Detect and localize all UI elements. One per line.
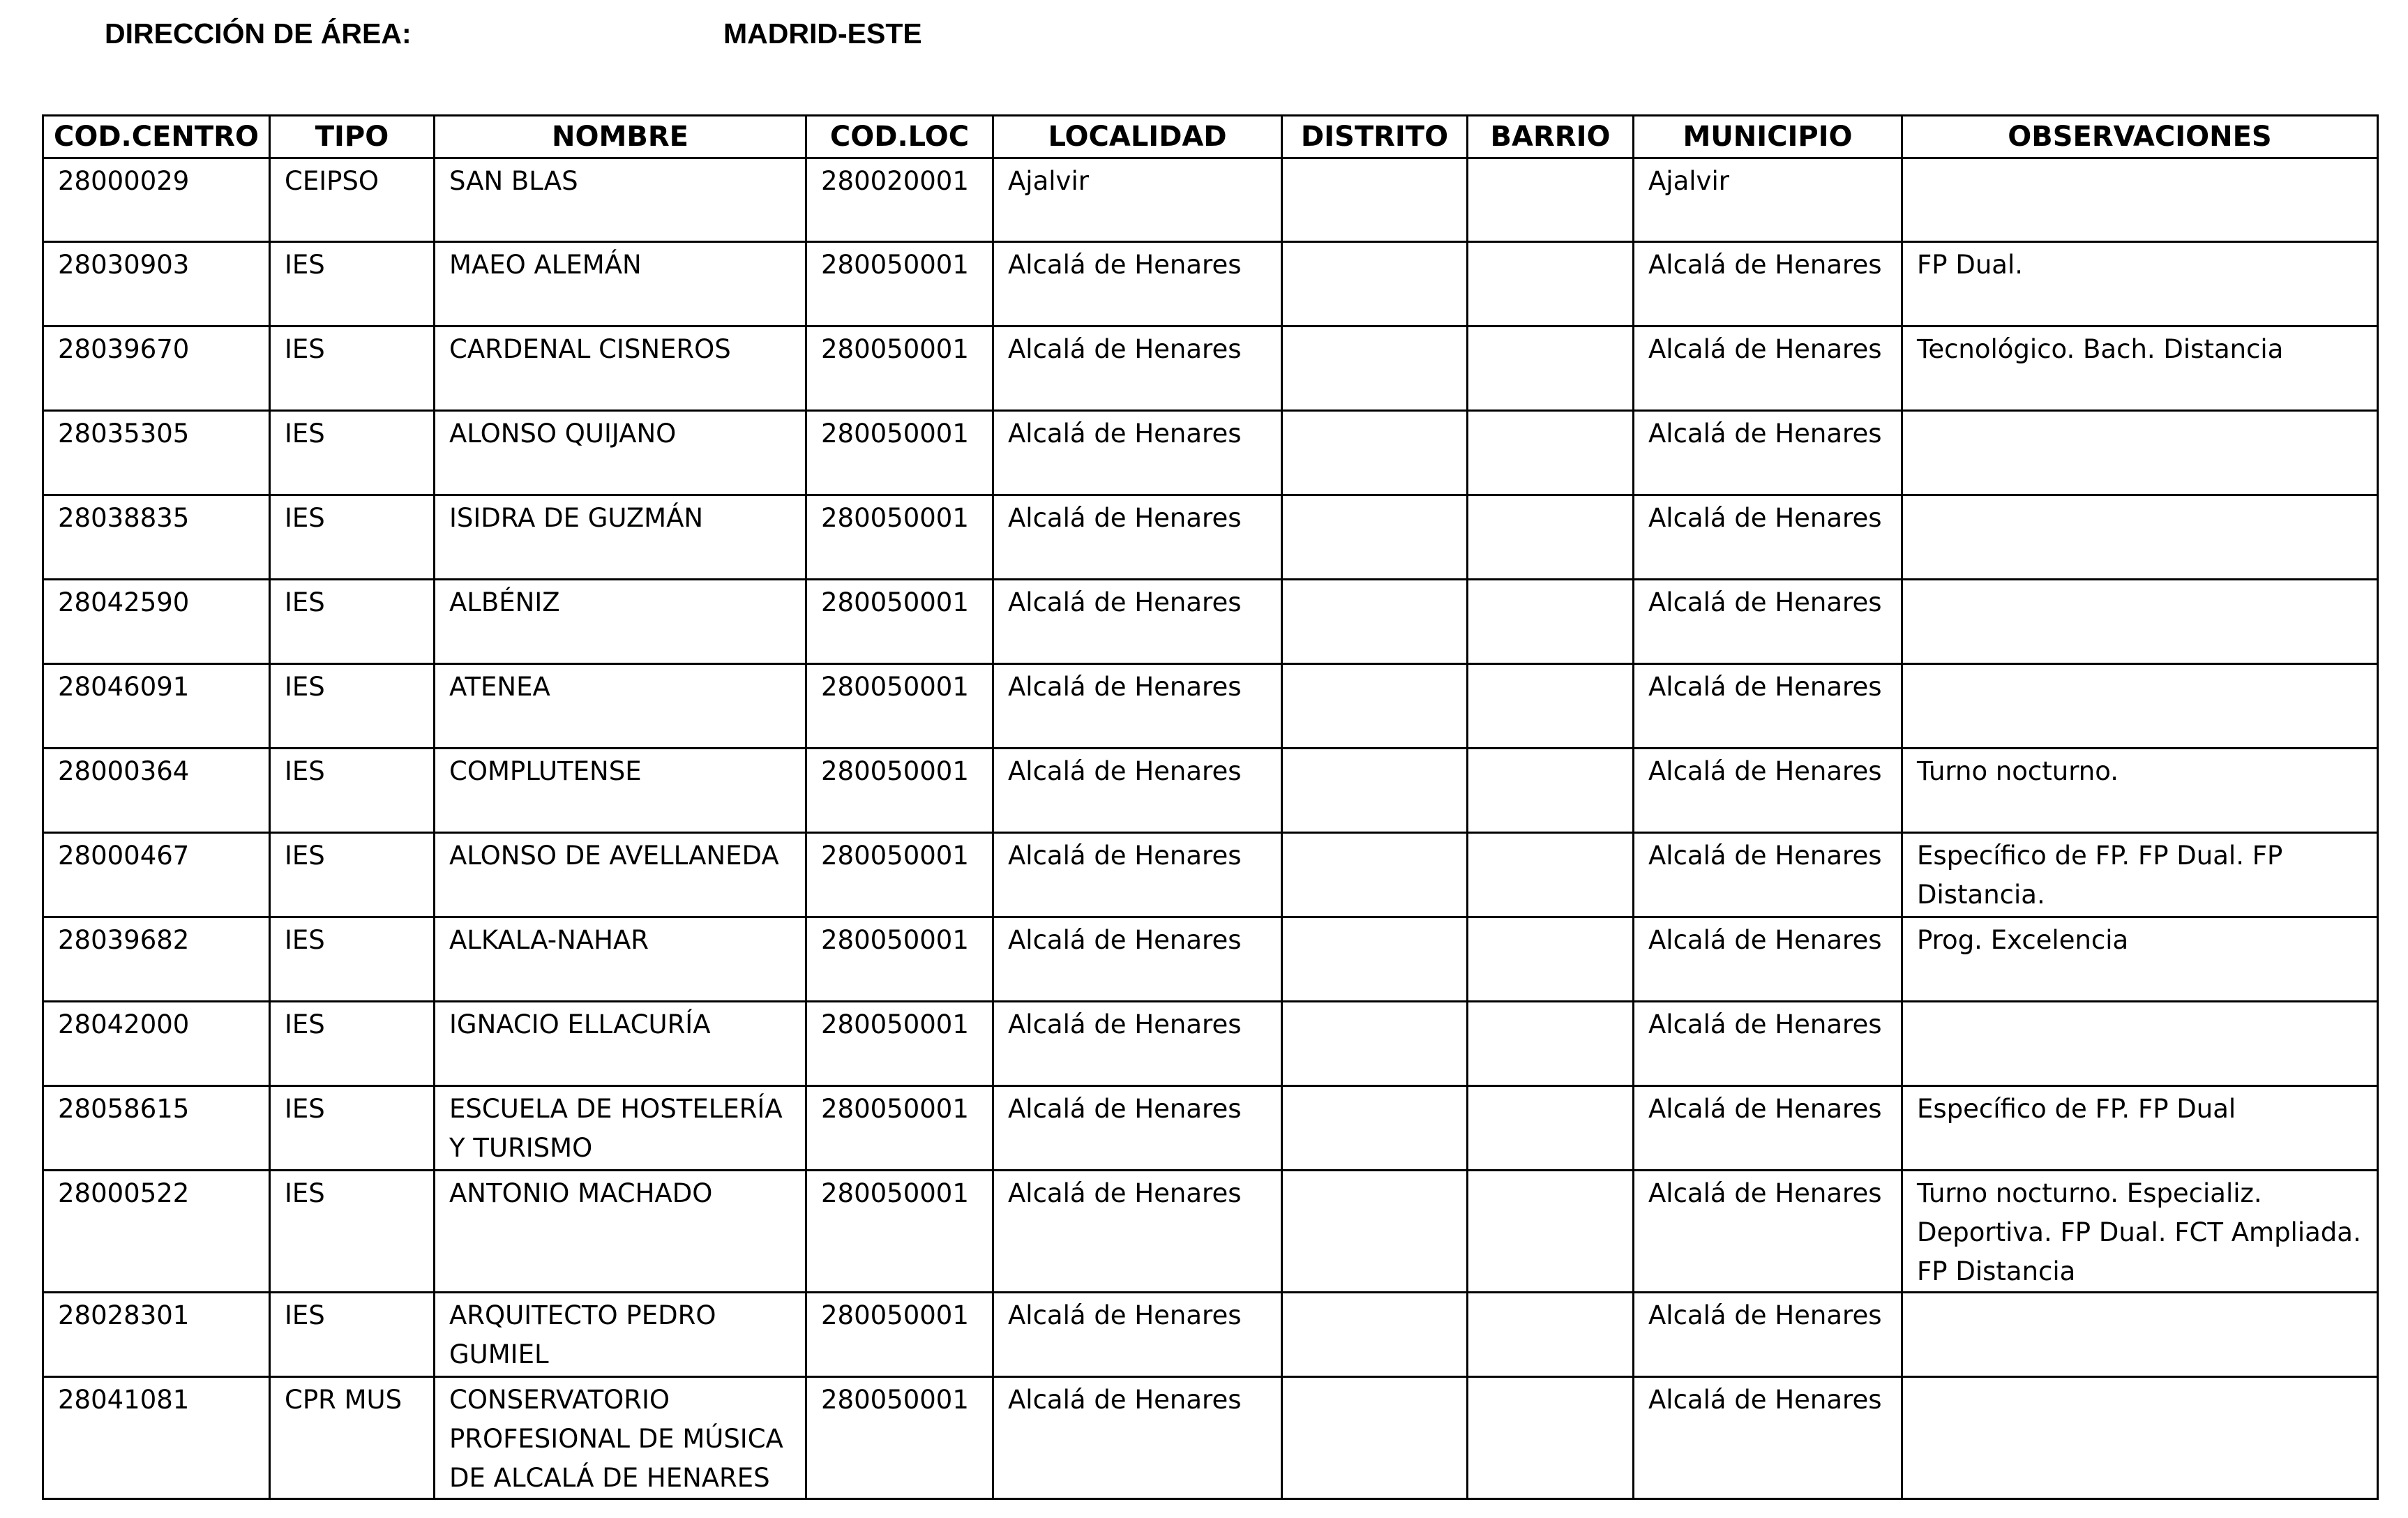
municipio-cell: Alcalá de Henares bbox=[1634, 495, 1902, 580]
col-header-distrito: DISTRITO bbox=[1282, 116, 1468, 158]
tipo-cell: IES bbox=[270, 411, 435, 495]
municipio-cell: Alcalá de Henares bbox=[1634, 1086, 1902, 1171]
cod-loc-cell: 280020001 bbox=[806, 158, 993, 242]
nombre-cell: ALKALA-NAHAR bbox=[435, 917, 806, 1002]
cod-centro-cell: 28058615 bbox=[43, 1086, 270, 1171]
localidad-cell: Alcalá de Henares bbox=[993, 917, 1282, 1002]
cod-loc-cell: 280050001 bbox=[806, 833, 993, 917]
barrio-cell bbox=[1468, 917, 1634, 1002]
observaciones-cell bbox=[1902, 158, 2378, 242]
distrito-cell bbox=[1282, 242, 1468, 326]
localidad-cell: Alcalá de Henares bbox=[993, 580, 1282, 664]
observaciones-cell bbox=[1902, 1002, 2378, 1086]
municipio-cell: Ajalvir bbox=[1634, 158, 1902, 242]
table-row bbox=[43, 1171, 2378, 1293]
localidad-cell: Alcalá de Henares bbox=[993, 1377, 1282, 1499]
localidad-cell: Alcalá de Henares bbox=[993, 326, 1282, 411]
cod-centro-cell: 28028301 bbox=[43, 1293, 270, 1377]
municipio-cell: Alcalá de Henares bbox=[1634, 411, 1902, 495]
table-row bbox=[43, 749, 2378, 833]
nombre-cell: ALBÉNIZ bbox=[435, 580, 806, 664]
cod-centro-cell: 28041081 bbox=[43, 1377, 270, 1499]
barrio-cell bbox=[1468, 158, 1634, 242]
municipio-cell: Alcalá de Henares bbox=[1634, 749, 1902, 833]
table-row bbox=[43, 1002, 2378, 1086]
table-row bbox=[43, 1086, 2378, 1171]
localidad-cell: Alcalá de Henares bbox=[993, 749, 1282, 833]
distrito-cell bbox=[1282, 411, 1468, 495]
localidad-cell: Alcalá de Henares bbox=[993, 411, 1282, 495]
municipio-cell: Alcalá de Henares bbox=[1634, 1171, 1902, 1293]
nombre-cell: COMPLUTENSE bbox=[435, 749, 806, 833]
cod-centro-cell: 28042000 bbox=[43, 1002, 270, 1086]
tipo-cell: IES bbox=[270, 1293, 435, 1377]
cod-loc-cell: 280050001 bbox=[806, 749, 993, 833]
municipio-cell: Alcalá de Henares bbox=[1634, 1377, 1902, 1499]
nombre-cell: ANTONIO MACHADO bbox=[435, 1171, 806, 1293]
col-header-localidad: LOCALIDAD bbox=[993, 116, 1282, 158]
table-row bbox=[43, 158, 2378, 242]
nombre-cell: MAEO ALEMÁN bbox=[435, 242, 806, 326]
cod-centro-cell: 28038835 bbox=[43, 495, 270, 580]
nombre-cell: CARDENAL CISNEROS bbox=[435, 326, 806, 411]
tipo-cell: IES bbox=[270, 1171, 435, 1293]
cod-loc-cell: 280050001 bbox=[806, 1377, 993, 1499]
cod-centro-cell: 28000364 bbox=[43, 749, 270, 833]
cod-loc-cell: 280050001 bbox=[806, 1171, 993, 1293]
cod-centro-cell: 28030903 bbox=[43, 242, 270, 326]
nombre-cell: ATENEA bbox=[435, 664, 806, 749]
table-row bbox=[43, 580, 2378, 664]
table-row bbox=[43, 1293, 2378, 1377]
tipo-cell: IES bbox=[270, 917, 435, 1002]
barrio-cell bbox=[1468, 326, 1634, 411]
localidad-cell: Alcalá de Henares bbox=[993, 664, 1282, 749]
observaciones-cell bbox=[1902, 664, 2378, 749]
municipio-cell: Alcalá de Henares bbox=[1634, 1293, 1902, 1377]
distrito-cell bbox=[1282, 1293, 1468, 1377]
tipo-cell: CPR MUS bbox=[270, 1377, 435, 1499]
barrio-cell bbox=[1468, 495, 1634, 580]
tipo-cell: IES bbox=[270, 1002, 435, 1086]
distrito-cell bbox=[1282, 1377, 1468, 1499]
table-row bbox=[43, 917, 2378, 1002]
distrito-cell bbox=[1282, 580, 1468, 664]
table-row bbox=[43, 833, 2378, 917]
tipo-cell: IES bbox=[270, 580, 435, 664]
localidad-cell: Alcalá de Henares bbox=[993, 242, 1282, 326]
observaciones-cell bbox=[1902, 580, 2378, 664]
nombre-cell: SAN BLAS bbox=[435, 158, 806, 242]
col-header-observaciones: OBSERVACIONES bbox=[1902, 116, 2378, 158]
distrito-cell bbox=[1282, 1086, 1468, 1171]
nombre-cell: ALONSO QUIJANO bbox=[435, 411, 806, 495]
centers-table bbox=[42, 114, 2379, 1500]
tipo-cell: IES bbox=[270, 749, 435, 833]
tipo-cell: IES bbox=[270, 1086, 435, 1171]
barrio-cell bbox=[1468, 580, 1634, 664]
municipio-cell: Alcalá de Henares bbox=[1634, 917, 1902, 1002]
tipo-cell: IES bbox=[270, 495, 435, 580]
distrito-cell bbox=[1282, 833, 1468, 917]
cod-centro-cell: 28042590 bbox=[43, 580, 270, 664]
observaciones-cell: Turno nocturno. Especializ. Deportiva. FP Dual. FCT Ampliada. FP Distancia bbox=[1902, 1171, 2378, 1293]
municipio-cell: Alcalá de Henares bbox=[1634, 664, 1902, 749]
cod-centro-cell: 28039670 bbox=[43, 326, 270, 411]
cod-loc-cell: 280050001 bbox=[806, 1086, 993, 1171]
tipo-cell: CEIPSO bbox=[270, 158, 435, 242]
barrio-cell bbox=[1468, 833, 1634, 917]
col-header-cod-centro: COD.CENTRO bbox=[43, 116, 270, 158]
localidad-cell: Ajalvir bbox=[993, 158, 1282, 242]
cod-centro-cell: 28000522 bbox=[43, 1171, 270, 1293]
table-header-row bbox=[43, 116, 2378, 158]
nombre-cell: ESCUELA DE HOSTELERÍA Y TURISMO bbox=[435, 1086, 806, 1171]
localidad-cell: Alcalá de Henares bbox=[993, 495, 1282, 580]
barrio-cell bbox=[1468, 1171, 1634, 1293]
barrio-cell bbox=[1468, 242, 1634, 326]
localidad-cell: Alcalá de Henares bbox=[993, 1002, 1282, 1086]
barrio-cell bbox=[1468, 1293, 1634, 1377]
cod-loc-cell: 280050001 bbox=[806, 326, 993, 411]
distrito-cell bbox=[1282, 1002, 1468, 1086]
distrito-cell bbox=[1282, 664, 1468, 749]
col-header-municipio: MUNICIPIO bbox=[1634, 116, 1902, 158]
table-row bbox=[43, 411, 2378, 495]
observaciones-cell bbox=[1902, 495, 2378, 580]
cod-loc-cell: 280050001 bbox=[806, 917, 993, 1002]
observaciones-cell: Turno nocturno. bbox=[1902, 749, 2378, 833]
cod-loc-cell: 280050001 bbox=[806, 1002, 993, 1086]
nombre-cell: CONSERVATORIO PROFESIONAL DE MÚSICA DE ALCALÁ DE HENARES bbox=[435, 1377, 806, 1499]
cod-loc-cell: 280050001 bbox=[806, 495, 993, 580]
tipo-cell: IES bbox=[270, 242, 435, 326]
cod-loc-cell: 280050001 bbox=[806, 411, 993, 495]
area-label: DIRECCIÓN DE ÁREA: bbox=[105, 17, 412, 50]
col-header-tipo: TIPO bbox=[270, 116, 435, 158]
table-row bbox=[43, 1377, 2378, 1499]
observaciones-cell: Tecnológico. Bach. Distancia bbox=[1902, 326, 2378, 411]
table-body bbox=[43, 158, 2378, 1499]
distrito-cell bbox=[1282, 326, 1468, 411]
barrio-cell bbox=[1468, 1086, 1634, 1171]
municipio-cell: Alcalá de Henares bbox=[1634, 833, 1902, 917]
barrio-cell bbox=[1468, 664, 1634, 749]
table-row bbox=[43, 326, 2378, 411]
municipio-cell: Alcalá de Henares bbox=[1634, 326, 1902, 411]
tipo-cell: IES bbox=[270, 664, 435, 749]
observaciones-cell: Prog. Excelencia bbox=[1902, 917, 2378, 1002]
localidad-cell: Alcalá de Henares bbox=[993, 1086, 1282, 1171]
localidad-cell: Alcalá de Henares bbox=[993, 1293, 1282, 1377]
observaciones-cell: Específico de FP. FP Dual bbox=[1902, 1086, 2378, 1171]
cod-centro-cell: 28035305 bbox=[43, 411, 270, 495]
table-row bbox=[43, 664, 2378, 749]
cod-centro-cell: 28039682 bbox=[43, 917, 270, 1002]
barrio-cell bbox=[1468, 749, 1634, 833]
nombre-cell: ISIDRA DE GUZMÁN bbox=[435, 495, 806, 580]
observaciones-cell bbox=[1902, 1377, 2378, 1499]
cod-centro-cell: 28000029 bbox=[43, 158, 270, 242]
distrito-cell bbox=[1282, 495, 1468, 580]
observaciones-cell bbox=[1902, 1293, 2378, 1377]
distrito-cell bbox=[1282, 1171, 1468, 1293]
area-value: MADRID-ESTE bbox=[723, 17, 922, 50]
table-row bbox=[43, 495, 2378, 580]
distrito-cell bbox=[1282, 158, 1468, 242]
distrito-cell bbox=[1282, 749, 1468, 833]
barrio-cell bbox=[1468, 1377, 1634, 1499]
observaciones-cell: Específico de FP. FP Dual. FP Distancia. bbox=[1902, 833, 2378, 917]
barrio-cell bbox=[1468, 411, 1634, 495]
col-header-nombre: NOMBRE bbox=[435, 116, 806, 158]
cod-loc-cell: 280050001 bbox=[806, 242, 993, 326]
observaciones-cell bbox=[1902, 411, 2378, 495]
nombre-cell: IGNACIO ELLACURÍA bbox=[435, 1002, 806, 1086]
cod-centro-cell: 28000467 bbox=[43, 833, 270, 917]
col-header-cod-loc: COD.LOC bbox=[806, 116, 993, 158]
col-header-barrio: BARRIO bbox=[1468, 116, 1634, 158]
cod-loc-cell: 280050001 bbox=[806, 580, 993, 664]
nombre-cell: ARQUITECTO PEDRO GUMIEL bbox=[435, 1293, 806, 1377]
tipo-cell: IES bbox=[270, 833, 435, 917]
localidad-cell: Alcalá de Henares bbox=[993, 1171, 1282, 1293]
observaciones-cell: FP Dual. bbox=[1902, 242, 2378, 326]
cod-centro-cell: 28046091 bbox=[43, 664, 270, 749]
distrito-cell bbox=[1282, 917, 1468, 1002]
localidad-cell: Alcalá de Henares bbox=[993, 833, 1282, 917]
municipio-cell: Alcalá de Henares bbox=[1634, 1002, 1902, 1086]
cod-loc-cell: 280050001 bbox=[806, 1293, 993, 1377]
nombre-cell: ALONSO DE AVELLANEDA bbox=[435, 833, 806, 917]
cod-loc-cell: 280050001 bbox=[806, 664, 993, 749]
barrio-cell bbox=[1468, 1002, 1634, 1086]
table-row bbox=[43, 242, 2378, 326]
tipo-cell: IES bbox=[270, 326, 435, 411]
municipio-cell: Alcalá de Henares bbox=[1634, 580, 1902, 664]
municipio-cell: Alcalá de Henares bbox=[1634, 242, 1902, 326]
